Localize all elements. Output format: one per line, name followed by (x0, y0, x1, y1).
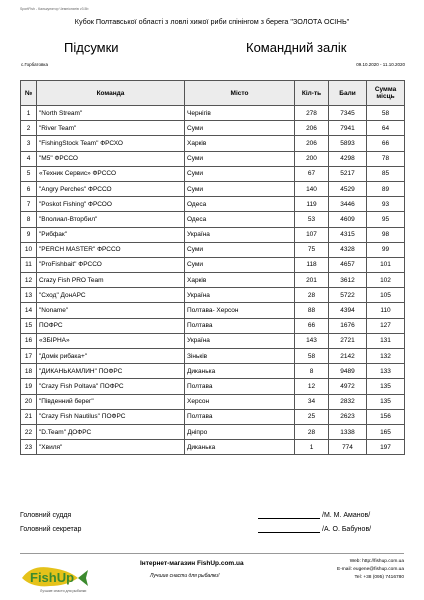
table-header-row (21, 81, 405, 106)
cell-place-sum: 64 (367, 121, 405, 136)
logo-fish-tail (78, 570, 88, 586)
judge-signature (258, 512, 398, 519)
table-row (21, 197, 405, 212)
table-row (21, 106, 405, 121)
cell-points: 4394 (329, 303, 367, 318)
cell-city: Суми (185, 181, 295, 196)
table-row (21, 440, 405, 455)
cell-place-sum: 197 (367, 440, 405, 455)
cell-place-sum: 165 (367, 424, 405, 439)
cell-count: 66 (295, 318, 329, 333)
cell-count: 58 (295, 349, 329, 364)
cell-place-sum: 58 (367, 106, 405, 121)
table-row (21, 242, 405, 257)
cell-place-sum: 110 (367, 303, 405, 318)
cell-count: 88 (295, 303, 329, 318)
cell-number: 15 (21, 318, 37, 333)
cell-team: "FishingStock Team" ФРСХО (37, 136, 185, 151)
cell-points: 4972 (329, 379, 367, 394)
place-date-row (21, 62, 405, 67)
cell-number: 13 (21, 288, 37, 303)
cell-number: 11 (21, 257, 37, 272)
cell-count: 107 (295, 227, 329, 242)
cell-place-sum: 98 (367, 227, 405, 242)
signature-line (258, 532, 320, 533)
cell-city: Дніпро (185, 424, 295, 439)
cell-number: 23 (21, 440, 37, 455)
cell-place-sum: 156 (367, 409, 405, 424)
cell-team: "D.Team" ДОФРС (37, 424, 185, 439)
table-row (21, 181, 405, 196)
cell-place-sum: 135 (367, 379, 405, 394)
cell-points: 2721 (329, 333, 367, 348)
cell-number: 2 (21, 121, 37, 136)
cell-place-sum: 99 (367, 242, 405, 257)
judge-name: /М. М. Аманов/ (322, 512, 371, 519)
cell-place-sum: 132 (367, 349, 405, 364)
col-header-team: Команда (37, 81, 185, 106)
cell-points: 5893 (329, 136, 367, 151)
cell-count: 118 (295, 257, 329, 272)
cell-city: Полтава- Херсон (185, 303, 295, 318)
table-row (21, 121, 405, 136)
cell-count: 67 (295, 166, 329, 181)
table-row (21, 424, 405, 439)
table-row (21, 136, 405, 151)
col-header-number: № (21, 81, 37, 106)
cell-team: "Noname" (37, 303, 185, 318)
table-row (21, 394, 405, 409)
cell-count: 119 (295, 197, 329, 212)
cell-city: Суми (185, 257, 295, 272)
email-contact[interactable]: E-mail: eugene@fishup.com.ua (337, 567, 404, 572)
cell-points: 2142 (329, 349, 367, 364)
table-row (21, 212, 405, 227)
cell-team: "Південний берег" (37, 394, 185, 409)
table-row (21, 349, 405, 364)
cell-number: 6 (21, 181, 37, 196)
chief-judge-label: Головний суддя (20, 512, 72, 519)
cell-city: Харків (185, 273, 295, 288)
cell-points: 7345 (329, 106, 367, 121)
table-row (21, 409, 405, 424)
cell-count: 12 (295, 379, 329, 394)
cell-team: "Сход" ДонАРС (37, 288, 185, 303)
results-table (20, 80, 405, 455)
cell-city: Диканька (185, 440, 295, 455)
cell-place-sum: 131 (367, 333, 405, 348)
cell-count: 206 (295, 136, 329, 151)
cell-number: 5 (21, 166, 37, 181)
cell-city: Україна (185, 333, 295, 348)
cell-team: "ДИКАНЬКАМЛИН" ПОФРС (37, 364, 185, 379)
cell-place-sum: 102 (367, 273, 405, 288)
cell-team: «ЗБІРНА» (37, 333, 185, 348)
shop-slogan: Лучшие снасти для рыбалки! (150, 573, 220, 579)
place-text: с.Горбатовка (21, 62, 48, 67)
cell-count: 25 (295, 409, 329, 424)
col-header-place-sum: Сумма місць (367, 81, 405, 106)
cell-count: 28 (295, 424, 329, 439)
col-header-count: Кіл-ть (295, 81, 329, 106)
table-row (21, 303, 405, 318)
table-row (21, 318, 405, 333)
cell-number: 1 (21, 106, 37, 121)
cell-team: "PERCH MASTER" ФРССО (37, 242, 185, 257)
table-row (21, 151, 405, 166)
cell-points: 3612 (329, 273, 367, 288)
table-row (21, 273, 405, 288)
cell-place-sum: 95 (367, 212, 405, 227)
col-header-points: Бали (329, 81, 367, 106)
team-standings-heading: Командний залік (246, 40, 347, 55)
cell-points: 7941 (329, 121, 367, 136)
cell-points: 2832 (329, 394, 367, 409)
cell-team: "Вполиал-Вторбил" (37, 212, 185, 227)
cell-team: "Crazy Fish Nautilus" ПОФРС (37, 409, 185, 424)
cell-count: 201 (295, 273, 329, 288)
cell-number: 9 (21, 227, 37, 242)
cell-team: "River Team" (37, 121, 185, 136)
table-row (21, 227, 405, 242)
cell-points: 4657 (329, 257, 367, 272)
cell-count: 34 (295, 394, 329, 409)
cell-city: Одеса (185, 212, 295, 227)
signature-line (258, 518, 320, 519)
cell-number: 3 (21, 136, 37, 151)
cell-place-sum: 135 (367, 394, 405, 409)
cell-points: 5722 (329, 288, 367, 303)
secretary-signature (258, 526, 398, 533)
cell-team: "Angry Perches" ФРССО (37, 181, 185, 196)
cell-place-sum: 78 (367, 151, 405, 166)
cell-city: Україна (185, 227, 295, 242)
cell-number: 22 (21, 424, 37, 439)
cell-count: 75 (295, 242, 329, 257)
cell-points: 774 (329, 440, 367, 455)
cell-team: «Техник Сервис» ФРССО (37, 166, 185, 181)
cell-count: 206 (295, 121, 329, 136)
cell-points: 1338 (329, 424, 367, 439)
cell-city: Полтава (185, 409, 295, 424)
col-header-city: Місто (185, 81, 295, 106)
cell-number: 17 (21, 349, 37, 364)
cell-team: "North Stream" (37, 106, 185, 121)
logo-text: FishUp (30, 570, 75, 585)
table-row (21, 364, 405, 379)
cell-place-sum: 89 (367, 181, 405, 196)
table-row (21, 257, 405, 272)
web-contact[interactable]: Web: http://fishup.com.ua (349, 559, 404, 564)
cell-number: 21 (21, 409, 37, 424)
cell-number: 20 (21, 394, 37, 409)
cell-team: "Домік рибака+" (37, 349, 185, 364)
dates-text: 09.10.2020 - 11.10.2020 (356, 62, 405, 67)
cell-points: 4328 (329, 242, 367, 257)
cell-points: 4609 (329, 212, 367, 227)
cell-team: "Crazy Fish Poltava" ПОФРС (37, 379, 185, 394)
cell-points: 1676 (329, 318, 367, 333)
cell-count: 53 (295, 212, 329, 227)
cell-place-sum: 105 (367, 288, 405, 303)
cell-number: 16 (21, 333, 37, 348)
secretary-name: /А. О. Бабунов/ (322, 526, 372, 533)
cell-points: 4315 (329, 227, 367, 242)
table-row (21, 333, 405, 348)
cell-number: 8 (21, 212, 37, 227)
cell-team: Crazy Fish PRO Team (37, 273, 185, 288)
cell-points: 5217 (329, 166, 367, 181)
cell-place-sum: 85 (367, 166, 405, 181)
cell-number: 10 (21, 242, 37, 257)
cell-team: ПОФРС (37, 318, 185, 333)
cell-city: Херсон (185, 394, 295, 409)
cell-place-sum: 133 (367, 364, 405, 379)
cell-number: 18 (21, 364, 37, 379)
cell-city: Суми (185, 121, 295, 136)
cell-count: 278 (295, 106, 329, 121)
cell-points: 4529 (329, 181, 367, 196)
cell-count: 200 (295, 151, 329, 166)
app-label: SportFish - Калькулятор Чемпіонатів v3.5b (20, 7, 89, 11)
fishup-logo (18, 558, 118, 592)
footer-divider (20, 553, 404, 554)
cell-city: Суми (185, 151, 295, 166)
cell-points: 9489 (329, 364, 367, 379)
cell-place-sum: 93 (367, 197, 405, 212)
cell-team: "Хвиля" (37, 440, 185, 455)
contacts-block (337, 558, 404, 582)
cell-count: 1 (295, 440, 329, 455)
table-row (21, 166, 405, 181)
cell-count: 28 (295, 288, 329, 303)
chief-secretary-label: Головний секретар (20, 526, 82, 533)
cell-city: Диканька (185, 364, 295, 379)
cell-number: 4 (21, 151, 37, 166)
cell-points: 3446 (329, 197, 367, 212)
cell-city: Суми (185, 242, 295, 257)
cell-team: "Рибфак" (37, 227, 185, 242)
table-row (21, 379, 405, 394)
cell-count: 140 (295, 181, 329, 196)
phone-contact: Tel: +38 (095) 7416780 (354, 575, 404, 580)
shop-name: Інтернет-магазин FishUp.com.ua (140, 560, 244, 567)
cup-title: Кубок Полтавської області з ловлі хижої риби спінінгом з берега "ЗОЛОТА ОСІНЬ" (74, 17, 350, 26)
cell-points: 4298 (329, 151, 367, 166)
cell-number: 14 (21, 303, 37, 318)
cell-team: "ProFishbait" ФРССО (37, 257, 185, 272)
cell-place-sum: 66 (367, 136, 405, 151)
cell-number: 7 (21, 197, 37, 212)
table-row (21, 288, 405, 303)
cell-city: Харків (185, 136, 295, 151)
cell-city: Полтава (185, 379, 295, 394)
cell-city: Чернігів (185, 106, 295, 121)
cell-team: "Poskot Fishing" ФРСОО (37, 197, 185, 212)
results-heading: Підсумки (64, 40, 119, 55)
cell-team: "M5" ФРССО (37, 151, 185, 166)
logo-subtitle: Лучшие снасти для рыбалки (40, 589, 87, 593)
cell-city: Одеса (185, 197, 295, 212)
cell-place-sum: 101 (367, 257, 405, 272)
cell-number: 19 (21, 379, 37, 394)
cell-city: Полтава (185, 318, 295, 333)
cell-city: Зіньків (185, 349, 295, 364)
cell-count: 143 (295, 333, 329, 348)
cell-points: 2623 (329, 409, 367, 424)
cell-count: 8 (295, 364, 329, 379)
cell-city: Суми (185, 166, 295, 181)
cell-city: Україна (185, 288, 295, 303)
cell-number: 12 (21, 273, 37, 288)
cell-place-sum: 127 (367, 318, 405, 333)
